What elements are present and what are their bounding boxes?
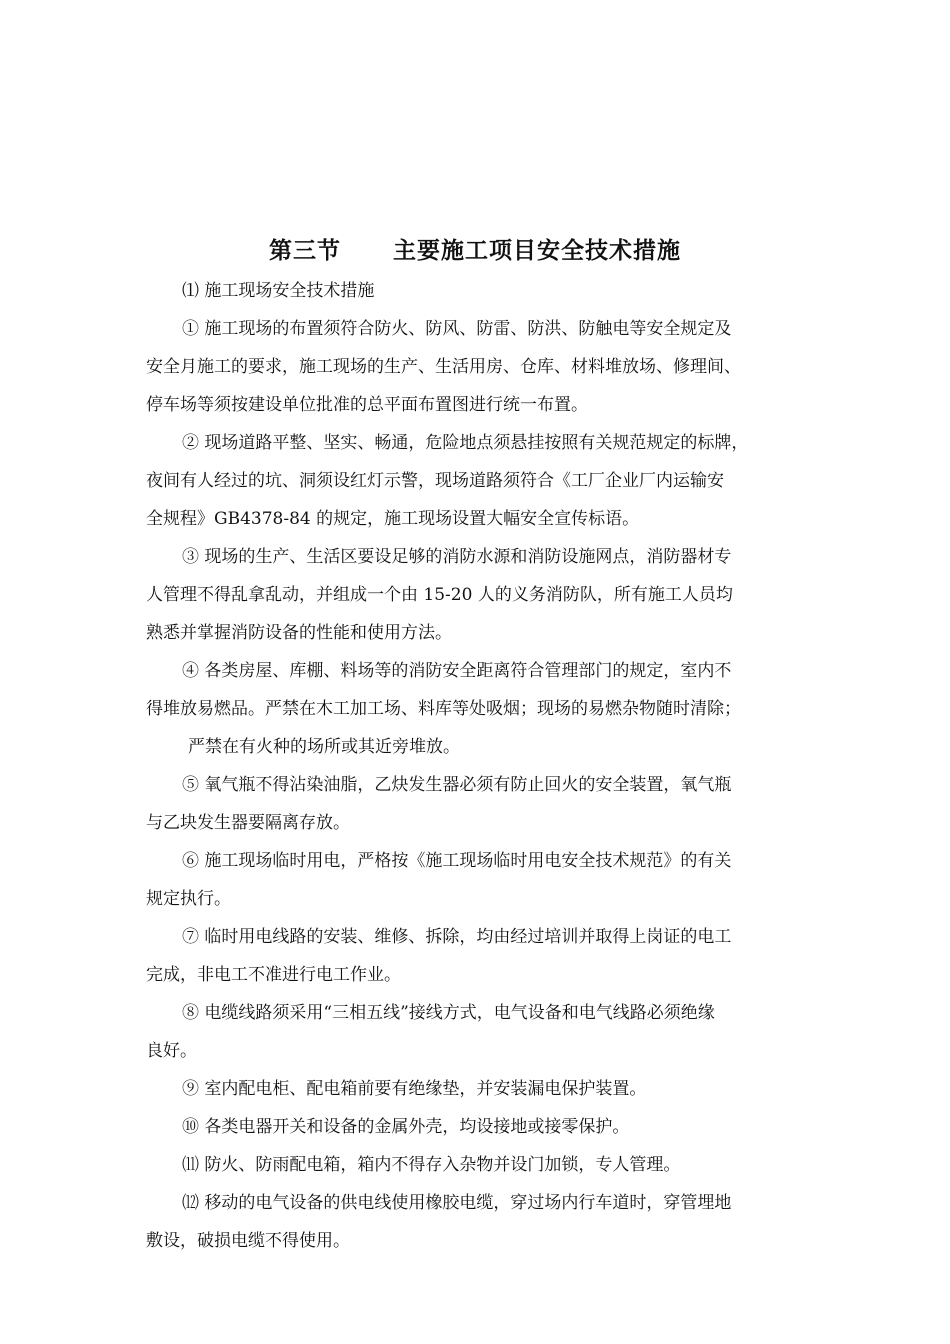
paragraph-line: 敷设，破损电缆不得使用。: [146, 1231, 350, 1251]
paragraph-line: ⑨ 室内配电柜、配电箱前要有绝缘垫，并安装漏电保护装置。: [182, 1079, 647, 1099]
paragraph-line: 规定执行。: [146, 889, 231, 909]
paragraph-line: ⑧ 电缆线路须采用“三相五线”接线方式，电气设备和电气线路必须绝缘: [182, 1003, 715, 1023]
title-section-number: 第三节: [269, 238, 341, 264]
paragraph-line: ⑥ 施工现场临时用电，严格按《施工现场临时用电安全技术规范》的有关: [182, 851, 732, 871]
paragraph-line: 夜间有人经过的坑、洞须设红灯示警，现场道路须符合《工厂企业厂内运输安: [146, 471, 724, 491]
section-heading: ⑴ 施工现场安全技术措施: [182, 281, 375, 301]
paragraph-line: 安全月施工的要求，施工现场的生产、生活用房、仓库、材料堆放场、修理间、: [146, 357, 741, 377]
paragraph-line: 熟悉并掌握消防设备的性能和使用方法。: [146, 623, 452, 643]
paragraph-line: ③ 现场的生产、生活区要设足够的消防水源和消防设施网点，消防器材专: [182, 547, 732, 567]
paragraph-line: 与乙块发生器要隔离存放。: [146, 813, 350, 833]
title-text: 主要施工项目安全技术措施: [393, 238, 681, 264]
paragraph-line: 人管理不得乱拿乱动，并组成一个由 15-20 人的义务消防队，所有施工人员均: [146, 585, 733, 605]
paragraph-line: ② 现场道路平整、坚实、畅通，危险地点须悬挂按照有关规范规定的标牌，: [182, 433, 749, 453]
paragraph-line: 良好。: [146, 1041, 197, 1061]
paragraph-line: 停车场等须按建设单位批准的总平面布置图进行统一布置。: [146, 395, 588, 415]
paragraph-line: ⑦ 临时用电线路的安装、维修、拆除，均由经过培训并取得上岗证的电工: [182, 927, 732, 947]
paragraph-line: 严禁在有火种的场所或其近旁堆放。: [188, 737, 460, 757]
paragraph-line: ⑾ 防火、防雨配电箱，箱内不得存入杂物并设门加锁，专人管理。: [182, 1155, 681, 1175]
document-body: [146, 272, 816, 1260]
paragraph-line: 得堆放易燃品。严禁在木工加工场、料库等处吸烟；现场的易燃杂物随时清除；: [146, 699, 741, 719]
page-title: [0, 232, 950, 265]
paragraph-line: 完成，非电工不准进行电工作业。: [146, 965, 401, 985]
paragraph-line: ⑤ 氧气瓶不得沾染油脂，乙炔发生器必须有防止回火的安全装置，氧气瓶: [182, 775, 732, 795]
paragraph-line: ⑩ 各类电器开关和设备的金属外壳，均设接地或接零保护。: [182, 1117, 630, 1137]
paragraph-line: ④ 各类房屋、库棚、料场等的消防安全距离符合管理部门的规定，室内不: [182, 661, 732, 681]
paragraph-line: 全规程》GB4378-84 的规定，施工现场设置大幅安全宣传标语。: [146, 509, 640, 529]
paragraph-line: ① 施工现场的布置须符合防火、防风、防雷、防洪、防触电等安全规定及: [182, 319, 732, 339]
paragraph-line: ⑿ 移动的电气设备的供电线使用橡胶电缆，穿过场内行车道时，穿管埋地: [182, 1193, 732, 1213]
